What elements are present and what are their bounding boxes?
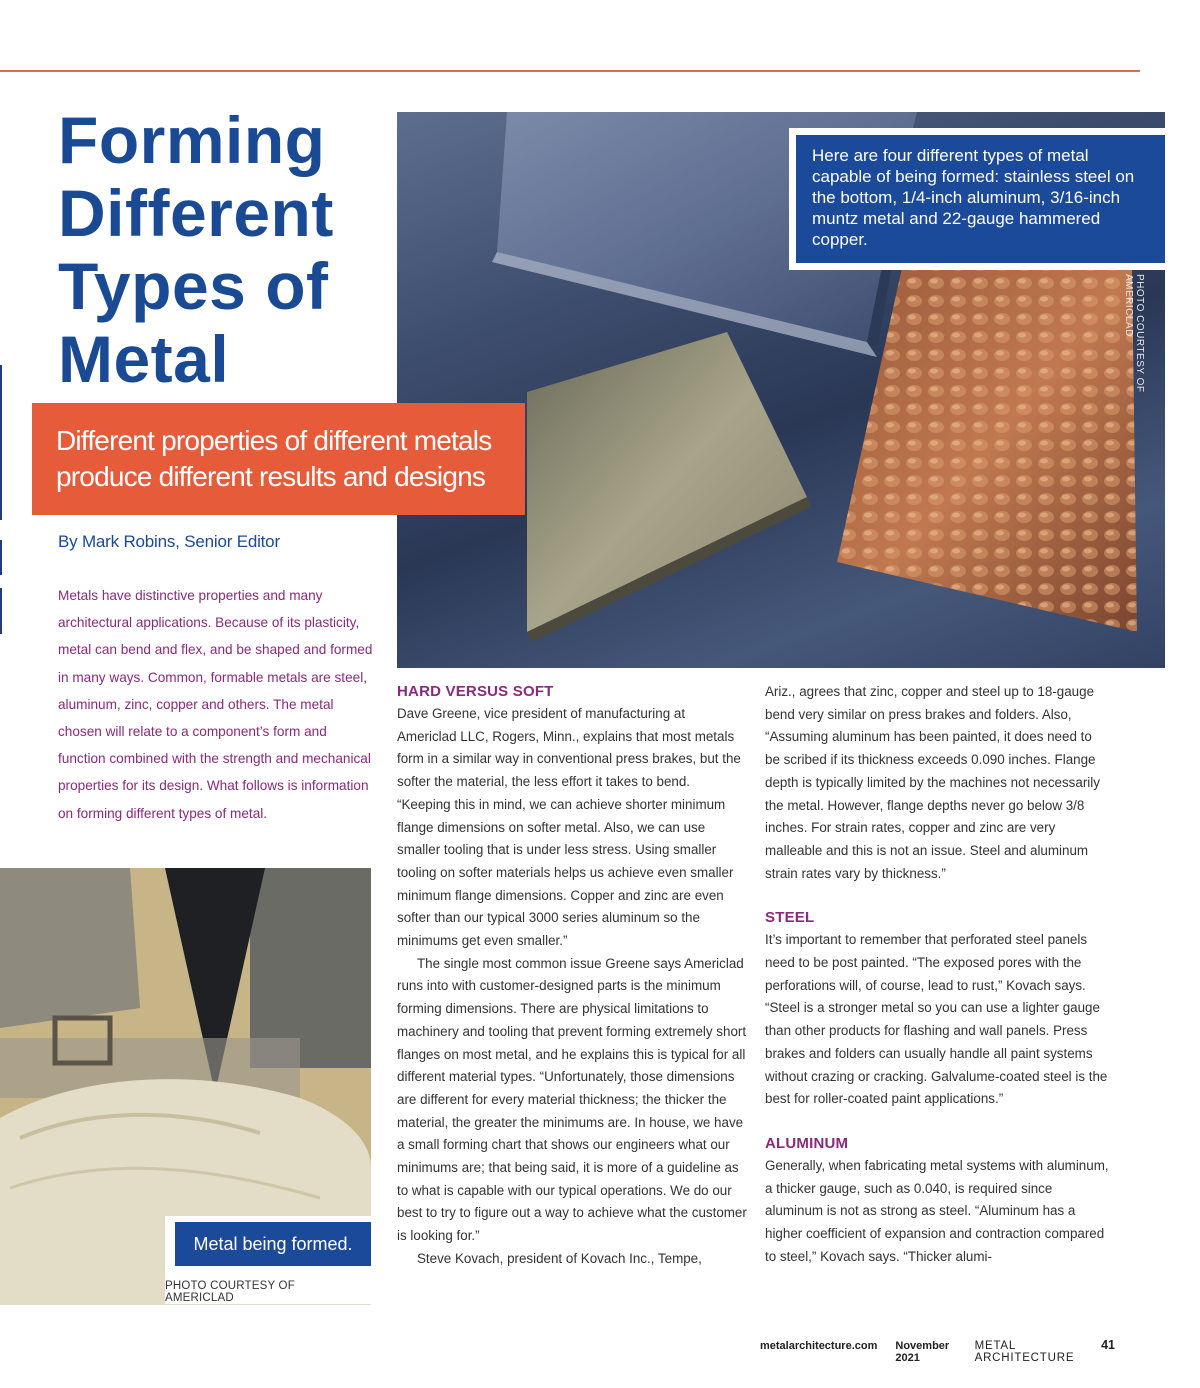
forming-photo-credit: PHOTO COURTESY OF AMERICLAD — [165, 1280, 295, 1304]
main-photo-caption-box — [789, 128, 1165, 270]
body-paragraph: Steve Kovach, president of Kovach Inc., Tempe, — [417, 1250, 702, 1266]
article-column-1 — [397, 681, 747, 1271]
section-heading-hard-versus-soft: HARD VERSUS SOFT — [397, 683, 554, 700]
deck-line: produce different results and designs — [56, 461, 486, 492]
footer-site: metalarchitecture.com — [760, 1340, 878, 1352]
headline-line: Metal — [58, 322, 230, 396]
footer-publication: METAL ARCHITECTURE — [974, 1340, 1075, 1364]
section-heading-aluminum: ALUMINUM — [765, 1134, 849, 1152]
section-heading-steel: STEEL — [765, 909, 815, 927]
forming-photo-credit-box — [165, 1272, 371, 1304]
body-paragraph: The single most common issue Greene says Americlad runs into with customer-designed parts is the minimum forming dimensions. There are physical limitations to machinery and tooling that prevent forming extremely short flanges on most metal, and he explains this is typical for all different material types. “Unfortunately, those dimensions are different for every material thickness; the thicker the material, the greater the minimums are. In house, we have a small forming chart that shows our engineers what our minimums are; that being said, it is more of a guideline as to what is capable with our typical operations. We do our best to try to figure out a way to achieve what the customer is looking for.” — [397, 955, 747, 1244]
forming-photo-caption-box — [165, 1216, 371, 1272]
main-photo-caption: Here are four different types of metal capable of being formed: stainless steel on the bottom, 1/4-inch aluminum, 3/16-inch muntz metal and 22-gauge hammered copper. — [796, 135, 1165, 263]
intro-paragraph: Metals have distinctive properties and many architectural applications. Because of its plasticity, metal can bend and flex, and be shaped and formed in many ways. Common, formable metals are steel, aluminum, zinc, copper and others. The metal chosen will relate to a component’s form and function combined with the strength and mechanical properties for its design. What follows is information on forming different types of metal. — [58, 588, 373, 821]
spacer — [765, 885, 1110, 907]
main-photo-credit: PHOTO COURTESY OF AMERICLAD — [1123, 274, 1145, 393]
deck — [32, 403, 525, 515]
headline — [58, 104, 398, 396]
headline-line: Different — [58, 176, 334, 250]
body-paragraph: Dave Greene, vice president of manufacturing at Americlad LLC, Rogers, Minn., explains that most metals form in a similar way in conventional press brakes, but the softer the material, the less effort it takes to bend. “Keeping this in mind, we can achieve shorter minimum flange dimensions on softer metal. Also, we can use smaller tooling that is under less stress. Using smaller tooling on softer materials helps us achieve even smaller minimum flange dimensions. Copper and zinc are even softer than our typical 3000 series aluminum so the minimums get even smaller.” — [397, 706, 741, 949]
body-paragraph: Generally, when fabricating metal systems with aluminum, a thicker gauge, such as 0.040, is required since aluminum is not as strong as steel. “Aluminum has a higher coefficient of expansion and contraction compared to steel,” Kovach says. “Thicker alumi- — [765, 1157, 1109, 1264]
top-rule — [0, 70, 1140, 72]
edge-bar — [0, 540, 2, 575]
page-number: 41 — [1101, 1338, 1115, 1352]
body-paragraph: It’s important to remember that perforated steel panels need to be post painted. “The exposed pores with the perforations will, of course, lead to rust,” Kovach says. “Steel is a stronger metal so you can use a lighter gauge than other products for flashing and wall panels. Press brakes and folders can usually handle all paint systems without crazing or cracking. Galvalume-coated steel is the best for roller-coated paint applications.” — [765, 932, 1108, 1107]
byline: By Mark Robins, Senior Editor — [58, 532, 280, 551]
edge-bar — [0, 588, 2, 634]
headline-line: Forming — [58, 103, 326, 177]
article-column-2 — [765, 681, 1110, 1268]
footer-date: November 2021 — [895, 1340, 950, 1364]
page-footer — [760, 1338, 1115, 1364]
headline-line: Types of — [58, 249, 329, 323]
deck-line: Different properties of different metals — [56, 425, 492, 456]
edge-bar — [0, 365, 2, 520]
body-paragraph: Ariz., agrees that zinc, copper and steel up to 18-gauge bend very similar on press brakes and folders. Also, “Assuming aluminum has been painted, it does need to be scribed if its thickness exceeds 0.090 inches. Flange depth is typically limited by the machines not necessarily the metal. However, flange depths never go below 3/8 inches. For strain rates, copper and zinc are very malleable and this is not an issue. Steel and aluminum strain rates vary by thickness.” — [765, 684, 1100, 881]
forming-photo-caption: Metal being formed. — [175, 1222, 371, 1266]
spacer — [765, 1111, 1110, 1133]
